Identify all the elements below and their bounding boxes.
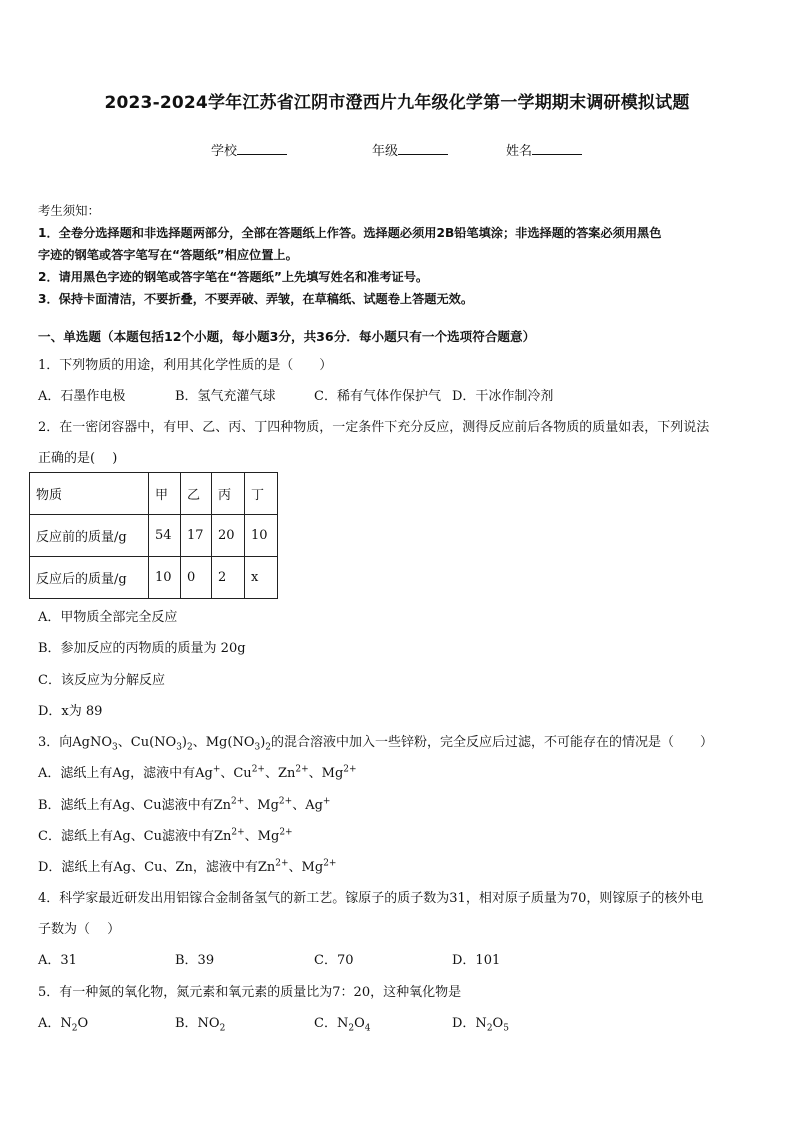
table-cell: 反应前的质量/g <box>30 515 149 557</box>
notice-block <box>38 200 758 310</box>
ion-symbol: 、Mg <box>244 829 280 844</box>
question-1-stem: 1．下列物质的用途，利用其化学性质的是（ ） <box>38 358 333 373</box>
question-2-stem-cont: 正确的是( ) <box>38 451 118 466</box>
table-cell: 物质 <box>30 473 149 515</box>
table-cell: 17 <box>181 515 212 557</box>
question-2-stem: 2．在一密闭容器中，有甲、乙、丙、丁四种物质，一定条件下充分反应，测得反应前后各物质的质量如表，下列说法 <box>38 420 710 435</box>
q3-stem-part: 、Mg(NO <box>192 735 255 750</box>
page-title: 2023-2024学年江苏省江阴市澄西片九年级化学第一学期期末调研模拟试题 <box>104 93 690 113</box>
table-cell: 丁 <box>245 473 278 515</box>
grade-field[interactable] <box>372 140 448 159</box>
q4-option-d[interactable]: D．101 <box>452 953 501 968</box>
q3-option-b[interactable] <box>38 794 330 813</box>
ion-charge: 2+ <box>323 858 337 869</box>
q2-option-a[interactable]: A．甲物质全部完全反应 <box>38 610 178 625</box>
subscript: 2 <box>486 1023 493 1034</box>
q3-option-d[interactable] <box>38 856 336 875</box>
section-heading: 一、单选题（本题包括12个小题，每小题3分，共36分．每小题只有一个选项符合题意） <box>38 329 536 344</box>
notice-item: 字迹的钢笔或答字笔写在“答题纸”相应位置上。 <box>38 248 298 262</box>
q2-option-c[interactable]: C．该反应为分解反应 <box>38 673 165 688</box>
ion-symbol: 、Mg <box>288 860 324 875</box>
grade-blank[interactable] <box>398 142 448 155</box>
ion-charge: 2+ <box>278 796 293 807</box>
ion-symbol: 、Cu <box>220 766 252 781</box>
table-cell: 54 <box>149 515 181 557</box>
option-text: B．滤纸上有Ag、Cu滤液中有Zn <box>38 798 231 813</box>
table-cell: 丙 <box>212 473 245 515</box>
ion-symbol: 、Mg <box>308 766 344 781</box>
question-4-stem-cont: 子数为（ ） <box>38 922 121 937</box>
subscript: 2 <box>219 1023 226 1034</box>
subscript: 5 <box>503 1023 509 1034</box>
q1-option-d[interactable]: D．干冰作制冷剂 <box>452 389 554 404</box>
option-text: O <box>77 1016 89 1031</box>
q5-option-a[interactable] <box>38 1012 88 1034</box>
ion-symbol: 、Mg <box>244 798 279 813</box>
option-text: C．N <box>314 1016 349 1031</box>
table-cell: 反应后的质量/g <box>30 557 149 599</box>
table-cell: 乙 <box>181 473 212 515</box>
mass-table <box>29 472 278 599</box>
school-label: 学校 <box>211 144 238 159</box>
option-text: A．滤纸上有Ag，滤液中有Ag <box>38 766 213 781</box>
q4-option-c[interactable]: C．70 <box>314 953 354 968</box>
option-text: O <box>492 1016 504 1031</box>
subscript: 3 <box>176 742 182 753</box>
q3-stem-part: 的混合溶液中加入一些锌粉，完全反应后过滤，不可能存在的情况是（ ） <box>271 735 714 750</box>
q2-option-d[interactable]: D．x为 89 <box>38 704 103 719</box>
name-field[interactable] <box>506 140 582 159</box>
ion-charge: 2+ <box>251 764 265 775</box>
q5-option-d[interactable] <box>452 1012 509 1034</box>
ion-charge: 2+ <box>275 858 289 869</box>
notice-heading: 考生须知： <box>38 203 100 218</box>
q3-stem-part: 3．向AgNO <box>38 735 113 750</box>
table-row <box>30 515 278 557</box>
ion-charge: + <box>322 796 331 807</box>
q4-option-b[interactable]: B．39 <box>175 953 215 968</box>
q5-option-c[interactable] <box>314 1012 370 1034</box>
ion-charge: 2+ <box>279 827 293 838</box>
subscript: 2 <box>71 1023 78 1034</box>
notice-item: 3．保持卡面清洁，不要折叠，不要弄破、弄皱，在草稿纸、试题卷上答题无效。 <box>38 292 474 306</box>
q3-option-a[interactable] <box>38 762 357 781</box>
q4-option-a[interactable]: A．31 <box>38 953 77 968</box>
option-text: A．N <box>38 1016 72 1031</box>
question-3-stem <box>38 731 713 753</box>
table-header-row <box>30 473 278 515</box>
ion-charge: + <box>212 764 221 775</box>
table-cell: 10 <box>245 515 278 557</box>
table-cell: 0 <box>181 557 212 599</box>
option-text: B．NO <box>175 1016 220 1031</box>
question-5-stem: 5．有一种氮的氧化物，氮元素和氧元素的质量比为7：20，这种氧化物是 <box>38 985 462 1000</box>
name-blank[interactable] <box>532 142 582 155</box>
q2-option-b[interactable]: B．参加反应的丙物质的质量为 20g <box>38 641 246 656</box>
table-cell: 甲 <box>149 473 181 515</box>
table-cell: 20 <box>212 515 245 557</box>
ion-charge: 2+ <box>231 796 245 807</box>
subscript: 4 <box>364 1023 371 1034</box>
q5-option-b[interactable] <box>175 1012 225 1034</box>
school-blank[interactable] <box>237 142 287 155</box>
q3-stem-part: ) <box>260 735 266 750</box>
q3-stem-part: 、Cu(NO <box>117 735 177 750</box>
subscript: 2 <box>187 742 193 753</box>
table-cell: x <box>245 557 278 599</box>
question-4-stem: 4．科学家最近研发出用铝镓合金制备氢气的新工艺。镓原子的质子数为31，相对原子质量为70，则镓原子的核外电 <box>38 891 704 906</box>
ion-symbol: 、Zn <box>264 766 296 781</box>
grade-label: 年级 <box>372 144 399 159</box>
option-text: D．滤纸上有Ag、Cu、Zn，滤液中有Zn <box>38 860 276 875</box>
table-cell: 2 <box>212 557 245 599</box>
name-label: 姓名 <box>506 144 533 159</box>
option-text: O <box>354 1016 365 1031</box>
subscript: 2 <box>265 742 272 753</box>
notice-item: 1．全卷分选择题和非选择题两部分，全部在答题纸上作答。选择题必须用2B铅笔填涂；非选择题的答案必须用黑色 <box>38 226 662 240</box>
subscript: 3 <box>112 742 118 753</box>
q1-option-a[interactable]: A．石墨作电极 <box>38 389 126 404</box>
notice-item: 2．请用黑色字迹的钢笔或答字笔在“答题纸”上先填写姓名和准考证号。 <box>38 270 429 284</box>
q3-stem-part: ) <box>181 735 187 750</box>
table-row <box>30 557 278 599</box>
q1-option-b[interactable]: B．氢气充灌气球 <box>175 389 276 404</box>
ion-symbol: 、Ag <box>292 798 323 813</box>
ion-charge: 2+ <box>231 827 245 838</box>
subscript: 2 <box>348 1023 355 1034</box>
subscript: 3 <box>254 742 261 753</box>
ion-charge: 2+ <box>295 764 309 775</box>
q3-option-c[interactable] <box>38 825 293 844</box>
school-field[interactable] <box>211 140 287 159</box>
option-text: D．N <box>452 1016 487 1031</box>
option-text: C．滤纸上有Ag、Cu滤液中有Zn <box>38 829 232 844</box>
q1-option-c[interactable]: C．稀有气体作保护气 <box>314 389 441 404</box>
ion-charge: 2+ <box>343 764 357 775</box>
table-cell: 10 <box>149 557 181 599</box>
